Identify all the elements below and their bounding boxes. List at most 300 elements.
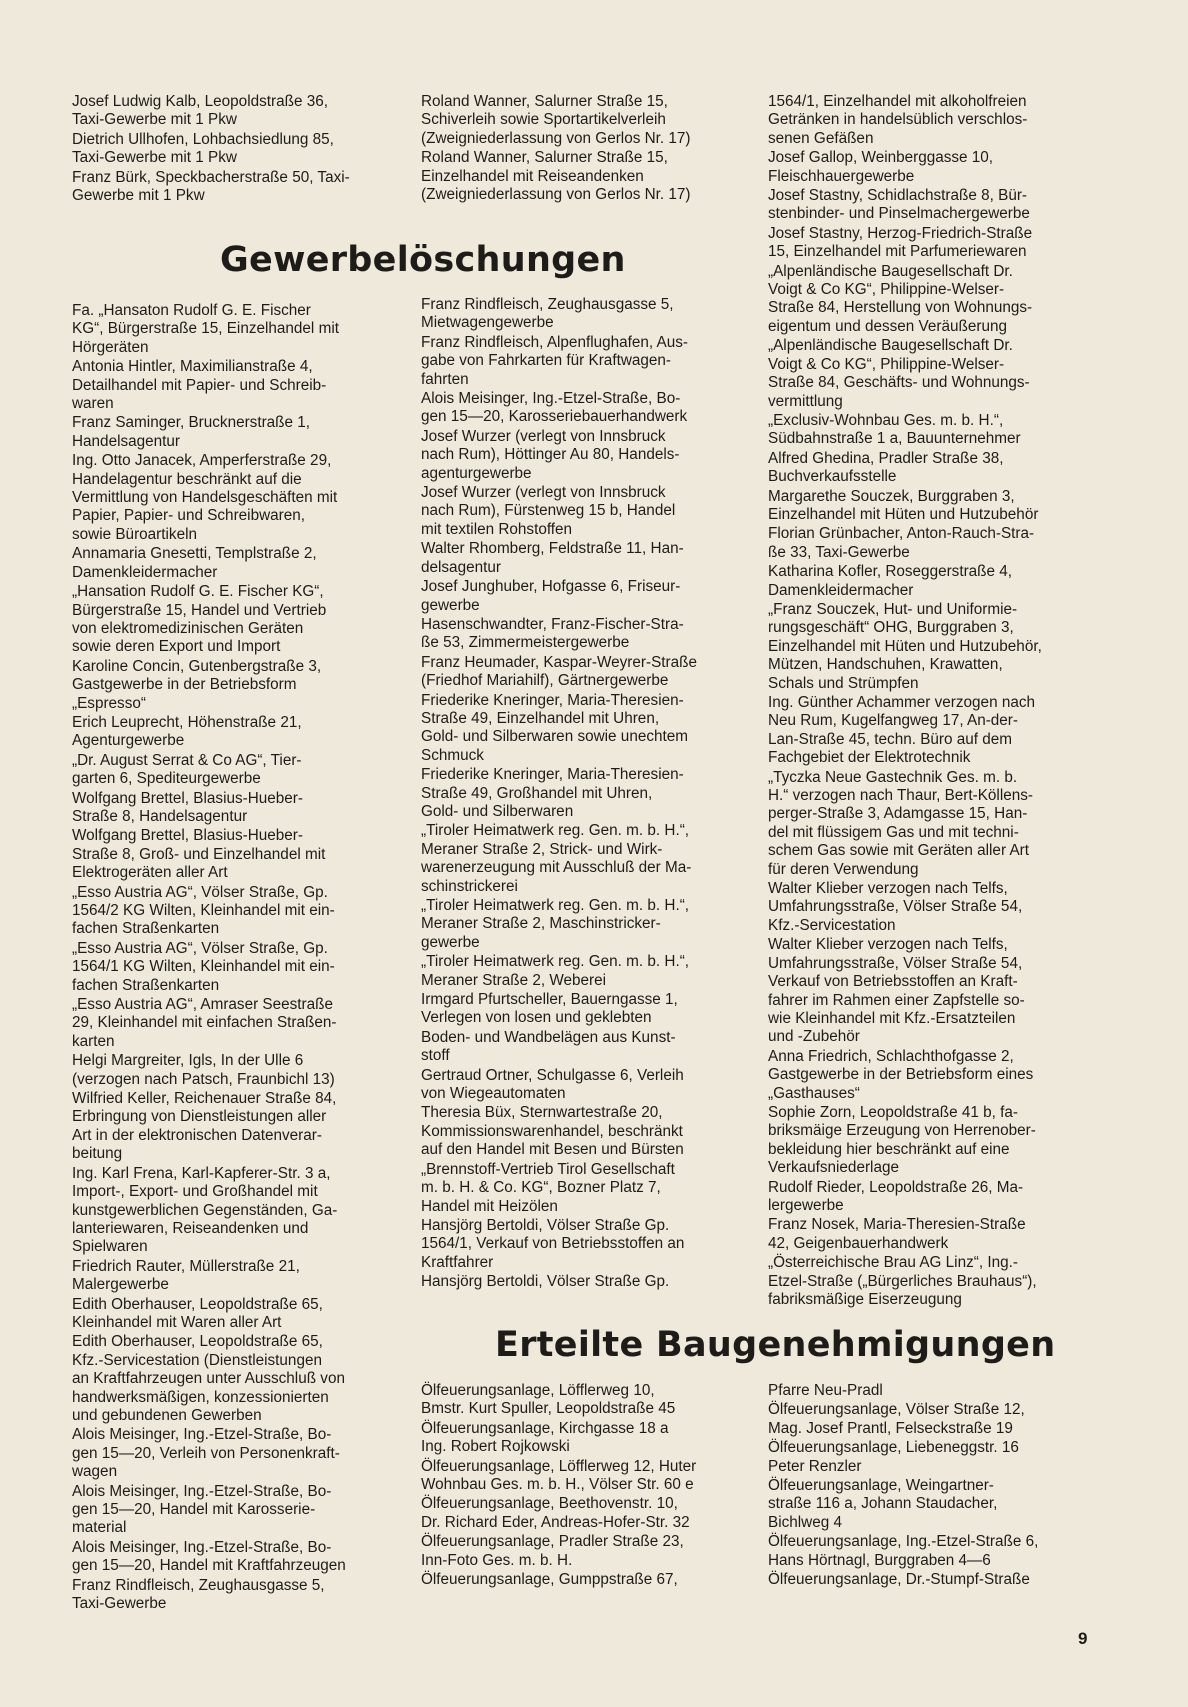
entry-line: Roland Wanner, Salurner Straße 15, [421, 93, 668, 110]
entry-line: Ing. Günther Achammer verzogen nach [768, 694, 1035, 711]
list-item [72, 714, 402, 751]
entry-line: Voigt & Co KG“, Philippine-Welser- [768, 281, 1005, 299]
list-item [421, 149, 751, 204]
entry-line: Dietrich Ullhofen, Lohbachsiedlung 85, [72, 130, 334, 148]
entry-line: Anna Friedrich, Schlachthofgasse 2, [768, 1047, 1014, 1065]
entry-line: Friedrich Rauter, Müllerstraße 21, [72, 1257, 300, 1275]
list-item [768, 187, 1108, 224]
entry-line: Hansjörg Bertoldi, Völser Straße Gp. [421, 1273, 670, 1291]
list-item [72, 1577, 402, 1614]
entry-line: Florian Grünbacher, Anton-Rauch-Stra- [768, 525, 1035, 543]
list-item [72, 1165, 402, 1257]
entry-line: (Zweigniederlassung von Gerlos Nr. 17) [421, 186, 691, 204]
list-item [421, 1067, 751, 1104]
entry-line: fachen Straßenkarten [72, 920, 220, 938]
entry-line: Kommissionswarenhandel, beschränkt [421, 1122, 683, 1140]
list-item [421, 1458, 751, 1495]
entry-line: vermittlung [768, 392, 843, 410]
entry-line: Helgi Margreiter, Igls, In der Ulle 6 [72, 1052, 304, 1070]
entry-line: Vermittlung von Handelsgeschäften mit [72, 489, 338, 507]
entry-line: Ing. Robert Rojkowski [421, 1438, 570, 1456]
list-item [72, 302, 402, 357]
entry-line: Straße 8, Handelsagentur [72, 807, 248, 825]
entry-line: Verkaufsniederlage [768, 1159, 899, 1177]
list-item [768, 1254, 1108, 1309]
list-item [768, 563, 1108, 600]
list-item [72, 752, 402, 789]
entry-line: Fa. „Hansaton Rudolf G. E. Fischer [72, 302, 311, 319]
entry-line: Ölfeuerungsanlage, Völser Straße 12, [768, 1401, 1025, 1419]
entry-line: Erbringung von Dienstleistungen aller [72, 1108, 327, 1126]
entry-line: briksmäige Erzeugung von Herrenober- [768, 1122, 1036, 1140]
entry-line: Dr. Richard Eder, Andreas-Hofer-Str. 32 [421, 1513, 690, 1531]
entry-line: Bmstr. Kurt Spuller, Leopoldstraße 45 [421, 1400, 676, 1418]
entry-line: und -Zubehör [768, 1028, 860, 1046]
entry-line: Antonia Hintler, Maximilianstraße 4, [72, 358, 313, 376]
entry-line: Gold- und Silberwaren [421, 802, 574, 820]
entry-line: Josef Wurzer (verlegt von Innsbruck [421, 484, 666, 502]
entry-line: für deren Verwendung [768, 860, 919, 878]
entry-line: beitung [72, 1145, 123, 1163]
entry-line: Straße 49, Einzelhandel mit Uhren, [421, 709, 660, 727]
entry-line: Bürgerstraße 15, Handel und Vertrieb [72, 601, 327, 619]
heading-baugenehmigungen: Erteilte Baugenehmigungen [495, 1325, 1056, 1365]
entry-line: material [72, 1519, 127, 1537]
entry-line: 29, Kleinhandel mit einfachen Straßen- [72, 1014, 337, 1032]
entry-line: Franz Rindfleisch, Alpenflughafen, Aus- [421, 333, 689, 351]
entry-line: Ölfeuerungsanlage, Kirchgasse 18 a [421, 1419, 669, 1437]
entry-line: Ing. Karl Frena, Karl-Kapferer-Str. 3 a, [72, 1164, 331, 1182]
list-item [421, 1571, 751, 1589]
list-item [72, 884, 402, 939]
list-item [768, 1104, 1108, 1178]
entry-line: Schiverleih sowie Sportartikelverleih [421, 111, 666, 129]
entry-line: Alois Meisinger, Ing.-Etzel-Straße, Bo- [72, 1482, 332, 1500]
list-item [768, 1382, 1108, 1400]
entry-line: fabriksmäßige Eiserzeugung [768, 1291, 962, 1308]
list-item [768, 769, 1108, 879]
entry-line: Franz Rindfleisch, Zeughausgasse 5, [421, 296, 674, 313]
entry-line: Einzelhandel mit Hüten und Hutzubehör [768, 505, 1039, 523]
entry-line: „Tiroler Heimatwerk reg. Gen. m. b. H.“, [421, 953, 690, 971]
entry-line: wie Kleinhandel mit Kfz.-Ersatzteilen [768, 1009, 1016, 1027]
top-column-1 [72, 93, 402, 206]
entry-line: Verlegen von losen und geklebten [421, 1009, 652, 1027]
entry-line: 42, Geigenbauerhandwerk [768, 1234, 949, 1252]
entry-line: Josef Wurzer (verlegt von Innsbruck [421, 427, 666, 445]
entry-line: Wolfgang Brettel, Blasius-Hueber- [72, 789, 303, 807]
loeschungen-column-2 [421, 296, 751, 1293]
entry-line: Import-, Export- und Großhandel mit [72, 1183, 318, 1201]
entry-line: Handel mit Heizölen [421, 1197, 558, 1215]
list-item [768, 93, 1108, 148]
list-item [768, 263, 1108, 337]
entry-line: Kraftfahrer [421, 1253, 494, 1271]
entry-line: Etzel-Straße („Bürgerliches Brauhaus“), [768, 1272, 1037, 1290]
entry-line: Wohnbau Ges. m. b. H., Völser Str. 60 e [421, 1476, 694, 1494]
entry-line: Straße 8, Groß- und Einzelhandel mit [72, 845, 326, 863]
entry-line: Hasenschwandter, Franz-Fischer-Stra- [421, 615, 684, 633]
list-item [421, 540, 751, 577]
entry-line: schem Gas sowie mit Geräten aller Art [768, 842, 1029, 860]
entry-line: gewerbe [421, 596, 480, 614]
top-column-2 [421, 93, 751, 205]
entry-line: Roland Wanner, Salurner Straße 15, [421, 149, 668, 167]
entry-line: Detailhandel mit Papier- und Schreib- [72, 376, 327, 394]
entry-line: Handelagentur beschränkt auf die [72, 470, 302, 488]
entry-line: Art in der elektronischen Datenverar- [72, 1126, 322, 1144]
list-item [72, 1258, 402, 1295]
entry-line: Kfz.-Servicestation (Dienstleistungen [72, 1351, 322, 1369]
list-item [421, 578, 751, 615]
list-item [421, 1533, 751, 1570]
entry-line: Franz Nosek, Maria-Theresien-Straße [768, 1216, 1026, 1234]
entry-line: Rudolf Rieder, Leopoldstraße 26, Ma- [768, 1178, 1024, 1196]
entry-line: KG“, Bürgerstraße 15, Einzelhandel mit [72, 320, 339, 338]
entry-line: Gastgewerbe in der Betriebsform eines [768, 1066, 1034, 1084]
entry-line: Fleischhauergewerbe [768, 167, 915, 185]
entry-line: Sophie Zorn, Leopoldstraße 41 b, fa- [768, 1103, 1019, 1121]
list-item [72, 1052, 402, 1089]
entry-line: eigentum und dessen Veräußerung [768, 317, 1007, 335]
list-item [72, 1296, 402, 1333]
heading-gewerbeloeschungen: Gewerbelöschungen [220, 240, 626, 280]
baugenehmigungen-column-2 [768, 1382, 1108, 1590]
list-item [421, 1217, 751, 1272]
list-item [72, 1090, 402, 1164]
entry-line: Mietwagengewerbe [421, 314, 554, 332]
list-item [421, 1029, 751, 1066]
entry-line: Straße 84, Geschäfts- und Wohnungs- [768, 374, 1030, 392]
list-item [768, 936, 1108, 1046]
entry-line: Ölfeuerungsanlage, Liebeneggstr. 16 [768, 1439, 1019, 1457]
entry-line: gen 15—20, Handel mit Kraftfahrzeugen [72, 1557, 346, 1575]
entry-line: nach Rum), Fürstenweg 15 b, Handel [421, 502, 676, 520]
entry-line: straße 116 a, Johann Staudacher, [768, 1495, 998, 1513]
entry-line: mit textilen Rohstoffen [421, 520, 573, 538]
list-item [72, 583, 402, 657]
entry-line: Boden- und Wandbelägen aus Kunst- [421, 1028, 676, 1046]
entry-line: Fachgebiet der Elektrotechnik [768, 749, 971, 767]
entry-line: Friederike Kneringer, Maria-Theresien- [421, 691, 684, 709]
entry-line: Josef Stastny, Schidlachstraße 8, Bür- [768, 187, 1028, 205]
list-item [768, 1401, 1108, 1438]
list-item [768, 1571, 1108, 1589]
list-item [421, 822, 751, 896]
entry-line: nach Rum), Höttinger Au 80, Handels- [421, 446, 680, 464]
list-item [421, 1420, 751, 1457]
entry-line: „Esso Austria AG“, Völser Straße, Gp. [72, 883, 328, 901]
entry-line: Franz Saminger, Brucknerstraße 1, [72, 414, 311, 432]
entry-line: „Brennstoff-Vertrieb Tirol Gesellschaft [421, 1160, 675, 1178]
entry-line: lergewerbe [768, 1196, 844, 1214]
entry-line: 1564/2 KG Wilten, Kleinhandel mit ein- [72, 902, 335, 919]
entry-line: „Espresso“ [72, 694, 146, 712]
list-item [72, 1539, 402, 1576]
entry-line: Wolfgang Brettel, Blasius-Hueber- [72, 827, 303, 845]
entry-line: del mit flüssigem Gas und mit techni- [768, 823, 1019, 841]
entry-line: Walter Klieber verzogen nach Telfs, [768, 880, 1008, 898]
list-item [72, 93, 402, 130]
entry-line: perger-Straße 3, Adamgasse 15, Han- [768, 805, 1028, 823]
entry-line: Taxi-Gewerbe mit 1 Pkw [72, 149, 237, 167]
entry-line: fahrer im Rahmen einer Zapfstelle so- [768, 991, 1025, 1009]
entry-line: fachen Straßenkarten [72, 976, 220, 994]
list-item [421, 390, 751, 427]
list-item [421, 428, 751, 483]
entry-line: Taxi-Gewerbe mit 1 Pkw [72, 111, 237, 129]
entry-line: Alois Meisinger, Ing.-Etzel-Straße, Bo- [421, 390, 681, 408]
entry-line: Einzelhandel mit Hüten und Hutzubehör, [768, 637, 1042, 655]
entry-line: „Tyczka Neue Gastechnik Ges. m. b. [768, 768, 1018, 786]
entry-line: Wilfried Keller, Reichenauer Straße 84, [72, 1090, 337, 1108]
entry-line: Katharina Kofler, Roseggerstraße 4, [768, 563, 1013, 581]
list-item [768, 412, 1108, 449]
entry-line: gen 15—20, Handel mit Karosserie- [72, 1501, 316, 1518]
entry-line: Ölfeuerungsanlage, Gumppstraße 67, [421, 1571, 678, 1589]
list-item [768, 149, 1108, 186]
entry-line: Ing. Otto Janacek, Amperferstraße 29, [72, 452, 332, 470]
list-item [421, 1273, 751, 1291]
baugenehmigungen-column-1 [421, 1382, 751, 1590]
entry-line: Josef Gallop, Weinberggasse 10, [768, 149, 994, 167]
entry-line: Ölfeuerungsanlage, Löfflerweg 10, [421, 1382, 655, 1399]
entry-line: Ölfeuerungsanlage, Weingartner- [768, 1477, 994, 1495]
entry-line: Alois Meisinger, Ing.-Etzel-Straße, Bo- [72, 1426, 332, 1444]
entry-line: Josef Ludwig Kalb, Leopoldstraße 36, [72, 93, 328, 110]
entry-line: Straße 49, Großhandel mit Uhren, [421, 784, 653, 802]
entry-line: „Tiroler Heimatwerk reg. Gen. m. b. H.“, [421, 897, 690, 914]
entry-line: Walter Klieber verzogen nach Telfs, [768, 936, 1008, 954]
entry-line: Ölfeuerungsanlage, Dr.-Stumpf-Straße [768, 1571, 1030, 1589]
entry-line: Erich Leuprecht, Höhenstraße 21, [72, 713, 302, 731]
entry-line: garten 6, Speditеurgewerbe [72, 770, 261, 788]
entry-line: Einzelhandel mit Reiseandenken [421, 167, 644, 185]
entry-line: agenturgewerbe [421, 464, 532, 482]
list-item [768, 880, 1108, 935]
entry-line: Franz Rindfleisch, Zeughausgasse 5, [72, 1576, 325, 1594]
entry-line: Ölfeuerungsanlage, Löfflerweg 12, Huter [421, 1457, 697, 1475]
entry-line: von Wiegeautomaten [421, 1085, 566, 1103]
entry-line: Peter Renzler [768, 1457, 862, 1475]
entry-line: waren [72, 395, 114, 413]
entry-line: Inn-Foto Ges. m. b. H. [421, 1551, 573, 1569]
list-item [421, 1382, 751, 1419]
list-item [768, 225, 1108, 262]
entry-line: Damenkleidermacher [72, 563, 218, 581]
list-item [421, 953, 751, 990]
list-item [72, 358, 402, 413]
entry-line: Annamaria Gnesetti, Templstraße 2, [72, 545, 317, 563]
list-item [421, 897, 751, 952]
loeschungen-column-1 [72, 302, 402, 1614]
entry-line: Straße 84, Herstellung von Wohnungs- [768, 299, 1033, 317]
list-item [72, 1333, 402, 1425]
list-item [421, 1161, 751, 1216]
list-item [768, 337, 1108, 411]
entry-line: Papier, Papier- und Schreibwaren, [72, 507, 305, 525]
list-item [72, 131, 402, 168]
entry-line: von elektromedizinischen Geräten [72, 619, 304, 637]
entry-line: „Alpenländische Baugesellschaft Dr. [768, 337, 1013, 355]
entry-line: Meraner Straße 2, Weberei [421, 971, 607, 989]
entry-line: Ölfeuerungsanlage, Ing.-Etzel-Straße 6, [768, 1533, 1039, 1551]
entry-line: Franz Bürk, Speckbacherstraße 50, Taxi- [72, 168, 350, 186]
list-item [72, 827, 402, 882]
list-item [421, 766, 751, 821]
entry-line: ße 53, Zimmermeistergewerbe [421, 634, 630, 652]
entry-line: Ölfeuerungsanlage, Pradler Straße 23, [421, 1533, 684, 1551]
entry-line: Handelsagentur [72, 432, 181, 450]
entry-line: „Exclusiv-Wohnbau Ges. m. b. H.“, [768, 411, 1004, 429]
entry-line: Irmgard Pfurtscheller, Bauerngasse 1, [421, 991, 678, 1009]
entry-line: Schmuck [421, 746, 484, 764]
entry-line: Malergewerbe [72, 1276, 169, 1294]
entry-line: delsagentur [421, 558, 501, 576]
entry-line: und gebundenen Gewerben [72, 1406, 262, 1424]
entry-line: Edith Oberhauser, Leopoldstraße 65, [72, 1333, 323, 1351]
entry-line: Walter Rhomberg, Feldstraße 11, Han- [421, 540, 684, 558]
entry-line: „Esso Austria AG“, Amraser Seestraße [72, 996, 333, 1014]
list-item [72, 452, 402, 544]
entry-line: Kfz.-Servicestation [768, 916, 896, 934]
entry-line: Gastgewerbe in der Betriebsform [72, 676, 297, 694]
entry-line: Umfahrungsstraße, Völser Straße 54, [768, 954, 1023, 972]
entry-line: „Gasthauses“ [768, 1084, 860, 1102]
entry-line: fahrten [421, 370, 469, 388]
list-item [72, 790, 402, 827]
entry-line: Buchverkaufsstelle [768, 468, 897, 486]
list-item [768, 1179, 1108, 1216]
entry-line: sowie deren Export und Import [72, 638, 281, 656]
entry-line: ße 33, Taxi-Gewerbe [768, 543, 910, 561]
entry-line: Meraner Straße 2, Strick- und Wirk- [421, 840, 663, 858]
entry-line: „Dr. August Serrat & Co AG“, Tier- [72, 751, 302, 769]
entry-line: Spielwaren [72, 1238, 148, 1256]
entry-line: „Franz Souczek, Hut- und Uniformie- [768, 600, 1018, 618]
list-item [768, 1439, 1108, 1476]
entry-line: H.“ verzogen nach Thaur, Bert-Köllens- [768, 787, 1033, 805]
list-item [421, 1104, 751, 1159]
entry-line: Südbahnstraße 1 a, Bauunternehmer [768, 430, 1021, 448]
entry-line: Mützen, Handschuhen, Krawatten, [768, 656, 1003, 674]
entry-line: Getränken in handelsüblich verschlos- [768, 111, 1028, 129]
entry-line: wagen [72, 1463, 118, 1481]
entry-line: „Österreichische Brau AG Linz“, Ing.- [768, 1254, 1018, 1272]
entry-line: Josef Junghuber, Hofgasse 6, Friseur- [421, 578, 681, 596]
entry-line: Hansjörg Bertoldi, Völser Straße Gp. [421, 1216, 670, 1234]
entry-line: auf den Handel mit Besen und Bürsten [421, 1141, 684, 1159]
entry-line: Margarethe Souczek, Burggraben 3, [768, 487, 1015, 505]
entry-line: 1564/1, Einzelhandel mit alkoholfreien [768, 93, 1027, 110]
entry-line: (verzogen nach Patsch, Fraunbichl 13) [72, 1070, 335, 1088]
entry-line: m. b. H. & Co. KG“, Bozner Platz 7, [421, 1179, 661, 1197]
entry-line: Taxi-Gewerbe [72, 1595, 167, 1613]
entry-line: Bichlweg 4 [768, 1513, 842, 1531]
entry-line: Elektrogeräten aller Art [72, 864, 228, 882]
page-number: 9 [1078, 1629, 1088, 1648]
entry-line: gewerbe [421, 933, 480, 951]
entry-line: „Hansation Rudolf G. E. Fischer KG“, [72, 583, 324, 601]
list-item [421, 1495, 751, 1532]
entry-line: Franz Heumader, Kaspar-Weyrer-Straße [421, 653, 698, 671]
list-item [72, 940, 402, 995]
entry-line: Theresia Büx, Sternwartestraße 20, [421, 1104, 663, 1122]
entry-line: „Alpenländische Baugesellschaft Dr. [768, 262, 1013, 280]
list-item [421, 93, 751, 148]
entry-line: gen 15—20, Karosseriebauerhandwerk [421, 408, 688, 426]
entry-line: gabe von Fahrkarten für Kraftwagen- [421, 352, 671, 370]
entry-line: an Kraftfahrzeugen unter Ausschluß von [72, 1370, 345, 1388]
list-item [768, 1477, 1108, 1532]
list-item [72, 169, 402, 206]
entry-line: Gewerbe mit 1 Pkw [72, 187, 205, 205]
list-item [72, 658, 402, 713]
entry-line: (Friedhof Mariahilf), Gärtnergewerbe [421, 672, 669, 690]
entry-line: schinstrickerei [421, 877, 518, 895]
list-item [768, 1533, 1108, 1570]
entry-line: Neu Rum, Kugelfangweg 17, An-der- [768, 712, 1018, 730]
entry-line: 1564/1, Verkauf von Betriebsstoffen an [421, 1235, 685, 1253]
entry-line: kunstgewerblichen Gegenständen, Ga- [72, 1201, 338, 1219]
entry-line: warenerzeugung mit Ausschluß der Ma- [421, 859, 692, 877]
entry-line: Hörgeräten [72, 338, 149, 356]
right-column [768, 93, 1108, 1310]
entry-line: senen Gefäßen [768, 129, 874, 147]
list-item [72, 414, 402, 451]
entry-line: „Esso Austria AG“, Völser Straße, Gp. [72, 939, 328, 957]
entry-line: Mag. Josef Prantl, Felseckstraße 19 [768, 1419, 1013, 1437]
entry-line: Gertraud Ortner, Schulgasse 6, Verleih [421, 1066, 684, 1084]
list-item [421, 692, 751, 766]
list-item [72, 1483, 402, 1538]
entry-line: Josef Stastny, Herzog-Friedrich-Straße [768, 224, 1033, 242]
entry-line: lanteriewaren, Reiseandenken und [72, 1219, 309, 1237]
entry-line: Alfred Ghedina, Pradler Straße 38, [768, 449, 1004, 467]
entry-line: Hans Hörtnagl, Burggraben 4—6 [768, 1551, 991, 1569]
entry-line: Verkauf von Betriebsstoffen an Kraft- [768, 973, 1018, 991]
entry-line: Ölfeuerungsanlage, Beethovenstr. 10, [421, 1495, 678, 1513]
entry-line: Umfahrungsstraße, Völser Straße 54, [768, 898, 1023, 916]
entry-line: „Tiroler Heimatwerk reg. Gen. m. b. H.“, [421, 822, 690, 840]
entry-line: sowie Büroartikeln [72, 525, 197, 543]
list-item [72, 1426, 402, 1481]
entry-line: stenbinder- und Pinselmachergewerbe [768, 205, 1030, 223]
list-item [421, 484, 751, 539]
list-item [768, 488, 1108, 525]
entry-line: Pfarre Neu-Pradl [768, 1382, 883, 1399]
list-item [768, 601, 1108, 693]
entry-line: Voigt & Co KG“, Philippine-Welser- [768, 355, 1005, 373]
entry-line: Damenkleidermacher [768, 581, 914, 599]
entry-line: Lan-Straße 45, techn. Büro auf dem [768, 730, 1013, 748]
entry-line: Friederike Kneringer, Maria-Theresien- [421, 766, 684, 784]
entry-line: Gold- und Silberwaren sowie unechtem [421, 728, 688, 746]
entry-line: Alois Meisinger, Ing.-Etzel-Straße, Bo- [72, 1538, 332, 1556]
entry-line: 1564/1 KG Wilten, Kleinhandel mit ein- [72, 958, 335, 976]
entry-line: karten [72, 1032, 115, 1050]
list-item [421, 616, 751, 653]
list-item [421, 334, 751, 389]
list-item [768, 1216, 1108, 1253]
entry-line: Meraner Straße 2, Maschinstricker- [421, 915, 661, 933]
entry-line: 15, Einzelhandel mit Parfumeriewaren [768, 243, 1027, 261]
entry-line: handwerksmäßigen, konzessionierten [72, 1388, 329, 1406]
entry-line: Agenturgewerbe [72, 732, 185, 750]
entry-line: Kleinhandel mit Waren aller Art [72, 1313, 282, 1331]
list-item [421, 296, 751, 333]
list-item [768, 450, 1108, 487]
